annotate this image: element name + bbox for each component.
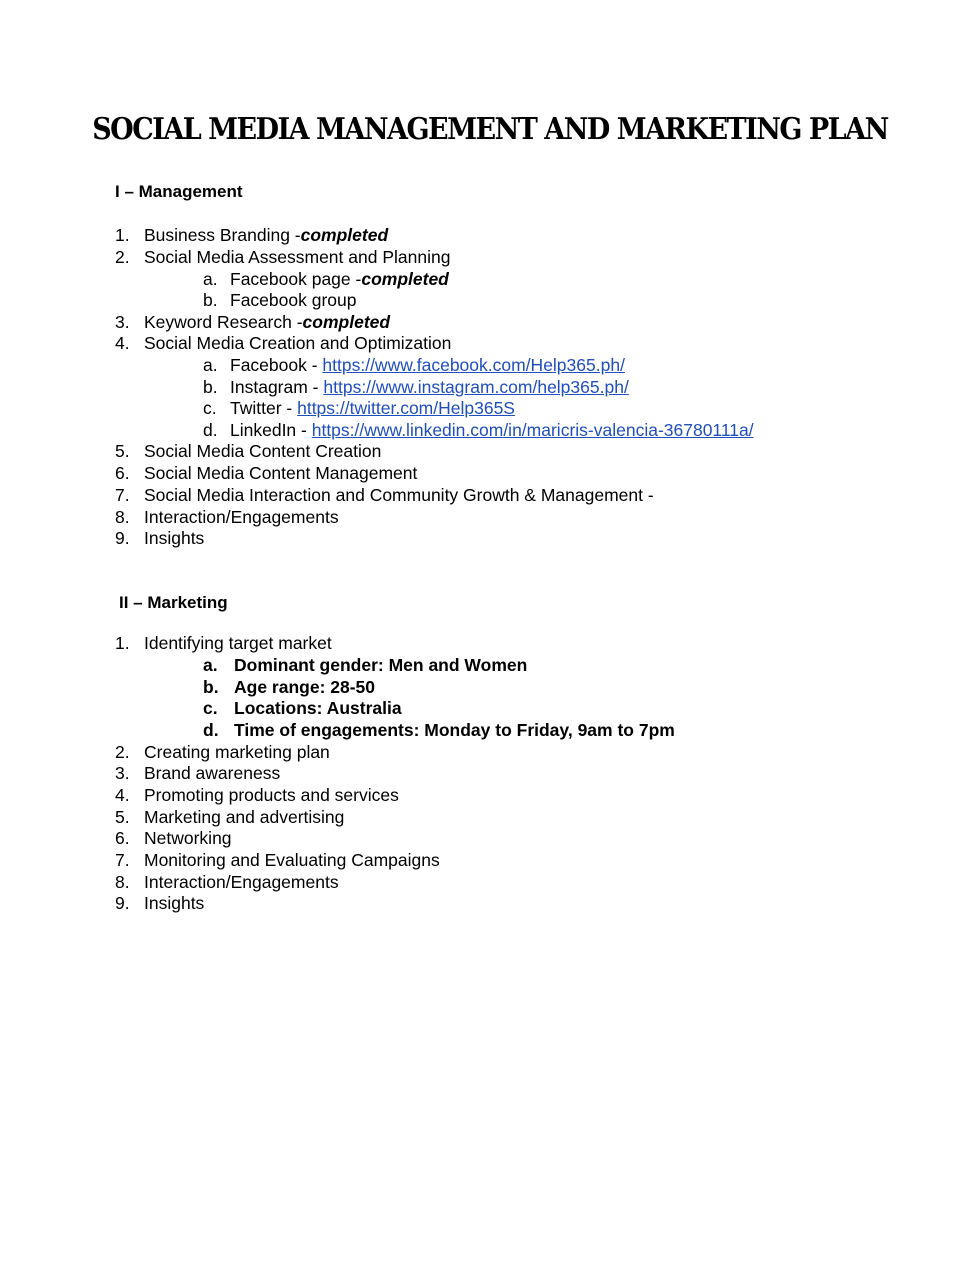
instagram-link[interactable]: https://www.instagram.com/help365.ph/	[323, 377, 629, 397]
item-number: 2.	[115, 742, 130, 762]
item-number: 8.	[115, 872, 130, 892]
item-letter: c.	[203, 698, 218, 718]
item-letter: d.	[203, 420, 218, 440]
item-number: 8.	[115, 507, 130, 527]
marketing-heading: II – Marketing	[119, 593, 228, 612]
item-label: Interaction/Engagements	[144, 507, 339, 527]
item-number: 3.	[115, 763, 130, 783]
item-number: 6.	[115, 828, 130, 848]
item-letter: c.	[203, 398, 217, 418]
status-completed: completed	[361, 269, 449, 289]
item-label: Twitter -	[230, 398, 298, 418]
facebook-link[interactable]: https://www.facebook.com/Help365.ph/	[322, 355, 625, 375]
item-label: Social Media Interaction and Community Growth & Management -	[144, 485, 654, 505]
item-number: 4.	[115, 333, 130, 353]
item-number: 9.	[115, 528, 130, 548]
item-number: 9.	[115, 893, 130, 913]
item-label: Facebook group	[230, 290, 357, 310]
item-label: Social Media Assessment and Planning	[144, 247, 451, 267]
item-label: Brand awareness	[144, 763, 281, 783]
item-number: 1.	[115, 225, 130, 245]
item-letter: d.	[203, 720, 219, 740]
item-label: Social Media Content Management	[144, 463, 418, 483]
item-label: Age range: 28-50	[234, 677, 376, 697]
item-number: 6.	[115, 463, 130, 483]
item-number: 5.	[115, 441, 130, 461]
item-label: Promoting products and services	[144, 785, 399, 805]
item-letter: b.	[203, 677, 219, 697]
linkedin-link[interactable]: https://www.linkedin.com/in/maricris-valencia-36780111a/	[311, 420, 754, 440]
item-number: 3.	[115, 312, 130, 332]
item-number: 2.	[115, 247, 130, 267]
page-title: SOCIAL MEDIA MANAGEMENT AND MARKETING PLAN	[92, 112, 888, 147]
item-label: Marketing and advertising	[144, 807, 345, 827]
item-label: Instagram -	[230, 377, 324, 397]
status-completed: completed	[300, 225, 389, 245]
item-letter: a.	[203, 269, 218, 289]
item-label: Insights	[144, 528, 205, 548]
item-label: LinkedIn -	[230, 420, 312, 440]
item-label: Creating marketing plan	[144, 742, 330, 762]
item-label: Insights	[144, 893, 205, 913]
item-label: Monitoring and Evaluating Campaigns	[144, 850, 440, 870]
item-letter: a.	[203, 355, 218, 375]
item-label: Identifying target market	[144, 633, 332, 653]
item-letter: b.	[203, 377, 218, 397]
item-number: 1.	[115, 633, 130, 653]
item-letter: b.	[203, 290, 218, 310]
management-heading: I – Management	[115, 182, 243, 201]
twitter-link[interactable]: https://twitter.com/Help365S	[297, 398, 515, 418]
item-label: Business Branding -	[144, 225, 301, 245]
item-number: 4.	[115, 785, 130, 805]
item-number: 5.	[115, 807, 130, 827]
item-label: Facebook page -	[230, 269, 362, 289]
item-letter: a.	[203, 655, 218, 675]
item-label: Facebook -	[230, 355, 323, 375]
item-label: Networking	[144, 828, 232, 848]
item-label: Keyword Research -	[144, 312, 303, 332]
status-completed: completed	[302, 312, 391, 332]
item-label: Locations: Australia	[234, 698, 402, 718]
item-label: Social Media Content Creation	[144, 441, 382, 461]
item-label: Time of engagements: Monday to Friday, 9am to 7pm	[234, 720, 675, 740]
item-label: Interaction/Engagements	[144, 872, 339, 892]
item-number: 7.	[115, 485, 130, 505]
item-label: Dominant gender: Men and Women	[234, 655, 528, 675]
item-label: Social Media Creation and Optimization	[144, 333, 452, 353]
item-number: 7.	[115, 850, 130, 870]
